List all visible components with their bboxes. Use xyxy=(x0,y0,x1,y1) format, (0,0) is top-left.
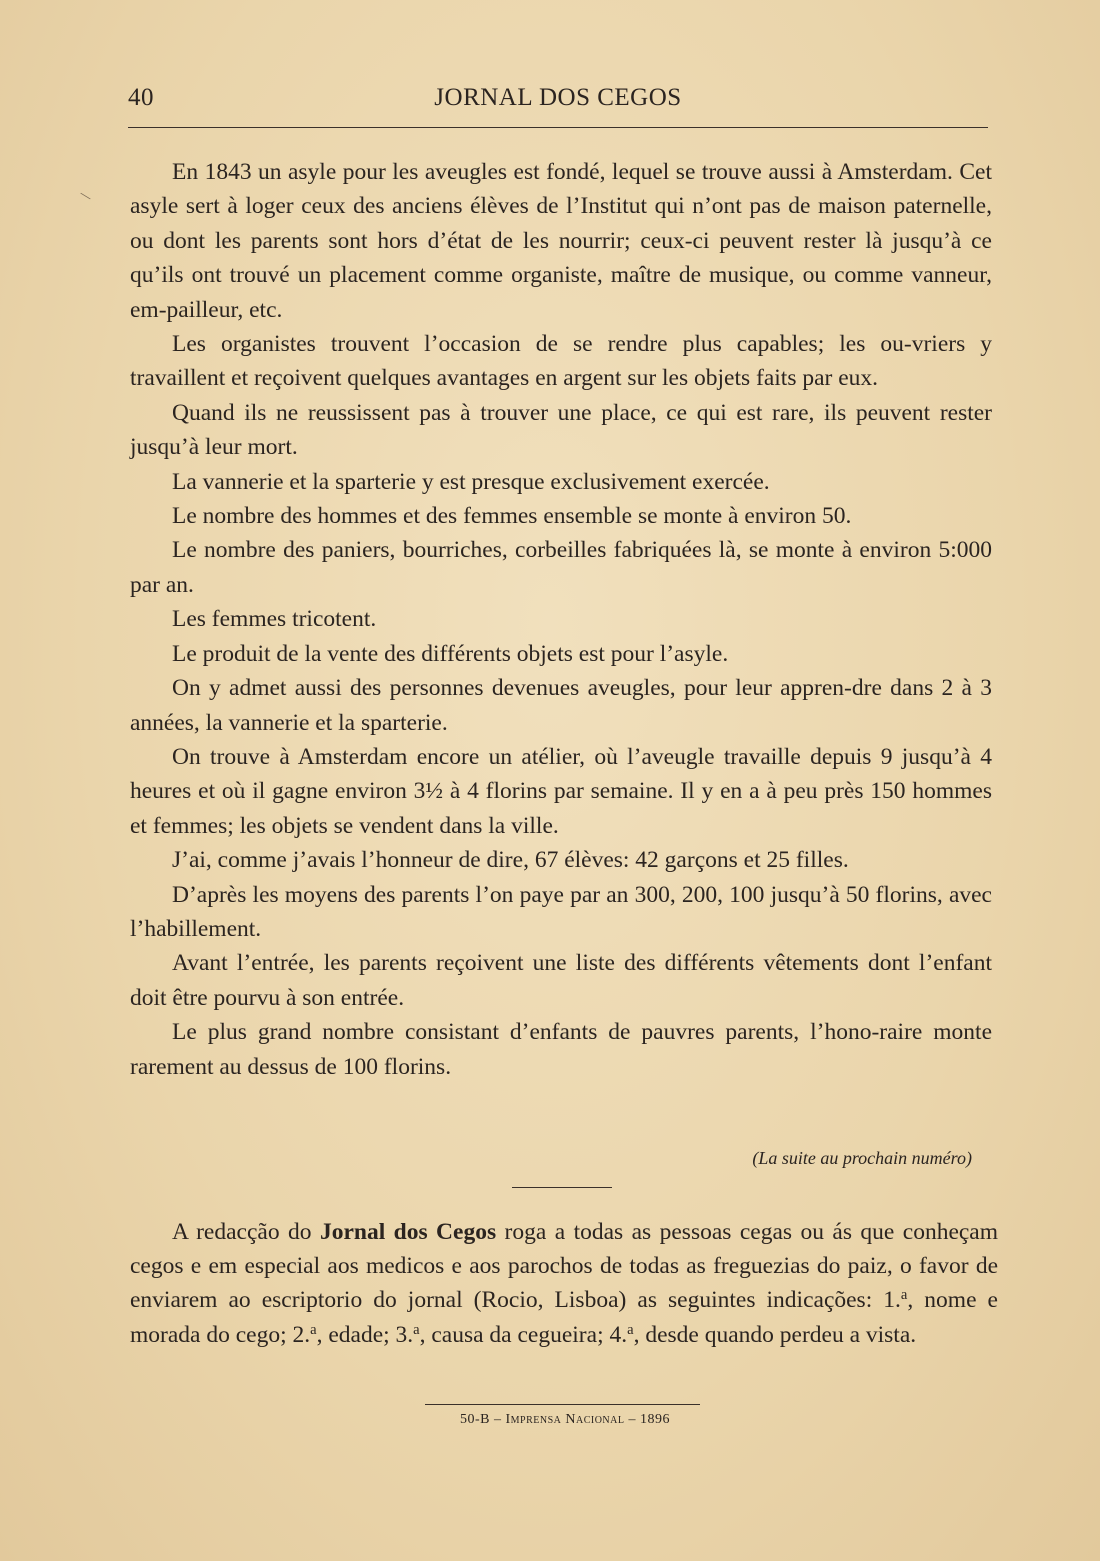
paragraph: Le produit de la vente des différents objets est pour l’asyle. xyxy=(172,640,729,667)
continued-note: (La suite au prochain numéro) xyxy=(752,1148,972,1168)
paragraph: En 1843 un asyle pour les aveugles est fondé, lequel se trouve aussi à Amsterdam. Cet asyle sert à loger ceux des anciens élèves de l’Institut qui n’ont pas de maison paternelle, ou dont les parents sont hors d’état de les nourrir; ceux-ci peuvent rester là jusqu’à ce qu’ils ont trouvé un placement comme organiste, maître de musique, ou comme vanneur, em-pailleur, etc. xyxy=(130,159,992,323)
paragraph: On y admet aussi des personnes devenues aveugles, pour leur appren-dre dans 2 à 3 années, la vannerie et la sparterie. xyxy=(130,675,992,736)
running-title: JORNAL DOS CEGOS xyxy=(434,84,682,111)
notice-paragraph xyxy=(130,1215,998,1352)
paragraph: La vannerie et la sparterie y est presque exclusivement exercée. xyxy=(172,468,770,495)
editorial-notice xyxy=(130,1215,998,1352)
paragraph: Quand ils ne reussissent pas à trouver une place, ce qui est rare, ils peuvent rester jusqu’à leur mort. xyxy=(130,399,992,461)
ordinal-mark: a xyxy=(627,1321,634,1338)
ordinal-mark: a xyxy=(413,1321,420,1338)
article-body xyxy=(130,155,992,1084)
footer-rule xyxy=(425,1404,700,1405)
notice-text: , nome e morada do cego; 2. xyxy=(130,1287,998,1348)
paragraph: On trouve à Amsterdam encore un atélier, où l’aveugle travaille depuis 9 jusqu’à 4 heures et où il gagne environ 3½ à 4 florins par semaine. Il y en a à peu près 150 hommes et femmes; les objets se vendent dans la ville. xyxy=(130,743,992,839)
page-number: 40 xyxy=(128,84,154,111)
page-header xyxy=(128,84,988,120)
notice-text: , edade; 3. xyxy=(316,1321,414,1348)
paragraph: Les organistes trouvent l’occasion de se rendre plus capables; les ou-vriers y travaillent et reçoivent quelques avantages en argent sur les objets faits par eux. xyxy=(130,331,992,392)
notice-text: , causa da cegueira; 4. xyxy=(419,1321,628,1348)
ordinal-mark: a xyxy=(310,1321,317,1338)
notice-text: , desde quando perdeu a vista. xyxy=(633,1321,917,1348)
paragraph: Les femmes tricotent. xyxy=(172,606,377,633)
margin-mark: \ xyxy=(78,188,94,205)
ordinal-mark: a xyxy=(900,1287,908,1304)
journal-name: Jornal dos Cegos xyxy=(319,1219,497,1245)
notice-text: roga a todas as pessoas cegas ou ás que conheçam cegos e em especial aos medicos e aos parochos de todas as freguezias do paiz, o favor de enviarem ao escriptorio do jornal (Rocio, Lisboa) as seguintes indicações: 1. xyxy=(130,1219,999,1314)
notice-text: A redacção do xyxy=(172,1219,320,1245)
paragraph: D’après les moyens des parents l’on paye par an 300, 200, 100 jusqu’à 50 florins, avec l’habillement. xyxy=(130,881,992,942)
section-divider xyxy=(512,1187,612,1188)
printer-imprint: 50-B – Imprensa Nacional – 1896 xyxy=(459,1412,670,1427)
paragraph: Le plus grand nombre consistant d’enfants de pauvres parents, l’hono-raire monte rarement au dessus de 100 florins. xyxy=(130,1019,992,1080)
paragraph: Avant l’entrée, les parents reçoivent une liste des différents vêtements dont l’enfant doit être pourvu à son entrée. xyxy=(130,950,992,1011)
paragraph: J’ai, comme j’avais l’honneur de dire, 67 élèves: 42 garçons et 25 filles. xyxy=(172,847,849,874)
paragraph: Le nombre des paniers, bourriches, corbeilles fabriquées là, se monte à environ 5:000 par an. xyxy=(130,537,992,598)
header-rule xyxy=(128,127,988,128)
paragraph: Le nombre des hommes et des femmes ensemble se monte à environ 50. xyxy=(172,503,852,530)
